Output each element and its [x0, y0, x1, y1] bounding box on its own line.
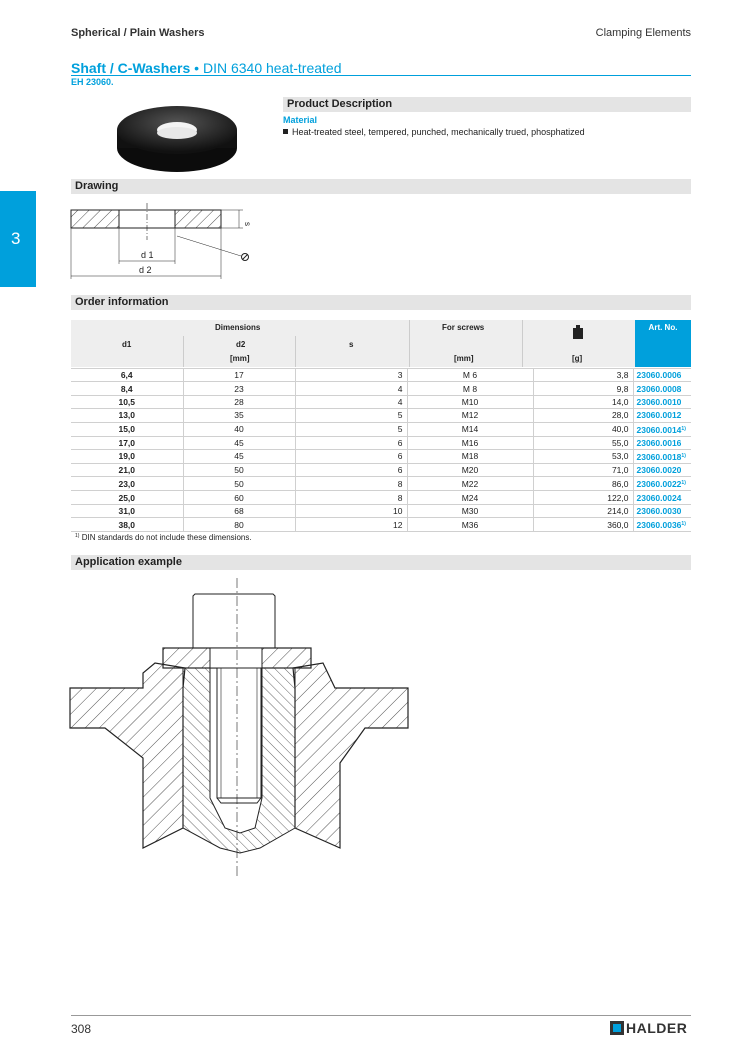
- table-footnote: [75, 533, 252, 542]
- cell-art-value: 23060.0008: [636, 383, 682, 394]
- cell-screw-value: M12: [461, 410, 479, 421]
- cell-d2: [183, 409, 295, 422]
- material-text: [283, 127, 585, 137]
- header-d1: d1: [122, 340, 132, 349]
- cell-d1: [71, 409, 183, 422]
- cell-s: [295, 436, 407, 449]
- cell-screw: [407, 382, 533, 395]
- cell-weight-value: 55,0: [611, 437, 629, 448]
- cell-d2-value: 45: [234, 451, 244, 462]
- cell-screw: [407, 369, 533, 382]
- cell-d1-value: 13,0: [118, 410, 136, 421]
- cell-d2: [183, 422, 295, 436]
- cell-d1: [71, 369, 183, 382]
- title-separator: •: [194, 60, 200, 76]
- header-art-no: Art. No.: [635, 320, 691, 367]
- cell-art: [633, 422, 691, 436]
- cell-weight: [533, 518, 633, 532]
- cell-art: [633, 436, 691, 449]
- cell-art-value: 23060.0018: [636, 451, 682, 462]
- cell-art: [633, 491, 691, 504]
- cell-s: [295, 369, 407, 382]
- cell-s-value: 6: [397, 465, 403, 476]
- cell-art: [633, 449, 691, 463]
- cell-art: [633, 504, 691, 517]
- cell-weight: [533, 504, 633, 517]
- cell-weight: [533, 449, 633, 463]
- cell-d2-value: 68: [234, 505, 244, 516]
- cell-d2-value: 23: [234, 383, 244, 394]
- cell-weight: [533, 477, 633, 491]
- header-s: s: [349, 340, 354, 349]
- cell-s-value: 8: [397, 492, 403, 503]
- cell-art-value: 23060.0030: [636, 505, 682, 516]
- cell-art-value: 23060.0022: [636, 479, 682, 490]
- cell-d2: [183, 504, 295, 517]
- technical-drawing: [65, 200, 265, 285]
- cell-art-value: 23060.0020: [636, 465, 682, 476]
- footnote-ref: 1): [681, 480, 686, 487]
- table-row: [71, 382, 691, 395]
- cell-weight-value: 53,0: [611, 451, 629, 462]
- cell-s: [295, 382, 407, 395]
- table-row: [71, 449, 691, 463]
- cell-art: [633, 409, 691, 422]
- footnote-ref: 1): [681, 521, 686, 528]
- cell-screw: [407, 449, 533, 463]
- cell-screw: [407, 504, 533, 517]
- cell-d1: [71, 422, 183, 436]
- cell-d2: [183, 382, 295, 395]
- cell-art: [633, 518, 691, 532]
- cell-weight-value: 9,8: [616, 383, 629, 394]
- cell-weight-value: 14,0: [611, 396, 629, 407]
- material-value: Heat-treated steel, tempered, punched, mechanically trued, phosphatized: [292, 127, 585, 137]
- cell-art-value: 23060.0024: [636, 492, 682, 503]
- chapter-number: 3: [11, 229, 21, 248]
- cell-weight-value: 214,0: [607, 505, 629, 516]
- brand-name: HALDER: [626, 1020, 688, 1036]
- cell-d2-value: 50: [234, 465, 244, 476]
- bullet-icon: [283, 129, 288, 134]
- cell-art: [633, 477, 691, 491]
- cell-s-value: 4: [397, 396, 403, 407]
- cell-d2-value: 80: [234, 519, 244, 530]
- table-row: [71, 409, 691, 422]
- cell-weight-value: 40,0: [611, 424, 629, 435]
- chapter-tab: [0, 191, 36, 287]
- cell-d1: [71, 518, 183, 532]
- cell-art: [633, 382, 691, 395]
- cell-art: [633, 369, 691, 382]
- table-row: [71, 369, 691, 382]
- cell-screw: [407, 422, 533, 436]
- order-table: [71, 368, 691, 532]
- cell-d1: [71, 463, 183, 476]
- title-standard: DIN 6340 heat-treated: [202, 60, 342, 76]
- drawing-label-d2: d 2: [139, 265, 152, 275]
- cell-d2: [183, 477, 295, 491]
- cell-s: [295, 518, 407, 532]
- cell-d1: [71, 436, 183, 449]
- header-unit-mm: [mm]: [230, 354, 250, 363]
- cell-s-value: 6: [397, 437, 403, 448]
- cell-d2: [183, 449, 295, 463]
- page-number: 308: [71, 1022, 92, 1036]
- table-row: [71, 395, 691, 408]
- order-info-heading: Order information: [71, 295, 691, 310]
- cell-weight-value: 122,0: [607, 492, 629, 503]
- cell-d1-value: 8,4: [120, 383, 133, 394]
- cell-d2-value: 17: [234, 370, 244, 381]
- product-description-heading: Product Description: [283, 97, 691, 112]
- cell-d1-value: 15,0: [118, 424, 136, 435]
- cell-d1: [71, 449, 183, 463]
- header-category: Spherical / Plain Washers: [71, 27, 205, 39]
- cell-weight: [533, 395, 633, 408]
- cell-s: [295, 463, 407, 476]
- footnote-mark: 1): [75, 533, 80, 539]
- cell-s-value: 5: [397, 424, 403, 435]
- cell-art-value: 23060.0036: [636, 520, 682, 531]
- header-unit-g: [g]: [572, 354, 583, 363]
- cell-d2: [183, 369, 295, 382]
- cell-d2: [183, 463, 295, 476]
- cell-d1: [71, 491, 183, 504]
- footnote-text: DIN standards do not include these dimensions.: [81, 533, 252, 542]
- cell-d2-value: 50: [234, 478, 244, 489]
- brand-logo: [610, 1020, 687, 1036]
- cell-weight-value: 86,0: [611, 478, 629, 489]
- cell-s-value: 6: [397, 451, 403, 462]
- cell-s: [295, 504, 407, 517]
- cell-screw: [407, 477, 533, 491]
- cell-weight: [533, 382, 633, 395]
- cell-d1-value: 31,0: [118, 505, 136, 516]
- cell-s: [295, 409, 407, 422]
- cell-screw: [407, 409, 533, 422]
- cell-s-value: 3: [397, 370, 403, 381]
- cell-s: [295, 477, 407, 491]
- cell-s: [295, 422, 407, 436]
- cell-art-value: 23060.0014: [636, 424, 682, 435]
- cell-d1-value: 19,0: [118, 451, 136, 462]
- cell-screw-value: M 6: [462, 370, 478, 381]
- material-label: Material: [283, 115, 318, 125]
- cell-s: [295, 449, 407, 463]
- cell-screw-value: M20: [461, 465, 479, 476]
- cell-weight-value: 28,0: [611, 410, 629, 421]
- cell-screw-value: M10: [461, 396, 479, 407]
- header-section: Clamping Elements: [595, 27, 691, 39]
- table-row: [71, 491, 691, 504]
- cell-weight-value: 71,0: [611, 465, 629, 476]
- header-for-screws: For screws: [442, 323, 485, 332]
- cell-d2: [183, 518, 295, 532]
- cell-screw-value: M36: [461, 519, 479, 530]
- footnote-ref: 1): [681, 425, 686, 432]
- cell-d2-value: 45: [234, 437, 244, 448]
- cell-screw-value: M22: [461, 478, 479, 489]
- header-unit-mm-screws: [mm]: [454, 354, 474, 363]
- header-dimensions: Dimensions: [215, 323, 261, 332]
- drawing-label-s: s: [243, 222, 252, 226]
- header-d2: d2: [236, 340, 246, 349]
- cell-weight-value: 3,8: [616, 370, 629, 381]
- cell-weight-value: 360,0: [607, 519, 629, 530]
- cell-screw: [407, 463, 533, 476]
- cell-art-value: 23060.0010: [636, 396, 682, 407]
- cell-screw: [407, 436, 533, 449]
- table-row: [71, 436, 691, 449]
- cell-s-value: 4: [397, 383, 403, 394]
- cell-s-value: 12: [393, 519, 403, 530]
- cell-s-value: 8: [397, 478, 403, 489]
- cell-weight: [533, 409, 633, 422]
- cell-d2-value: 35: [234, 410, 244, 421]
- halder-logo-icon: [610, 1021, 624, 1035]
- cell-d1: [71, 395, 183, 408]
- table-header: [71, 320, 691, 367]
- cell-screw-value: M14: [461, 424, 479, 435]
- cell-d2: [183, 491, 295, 504]
- product-code: EH 23060.: [71, 77, 114, 87]
- application-example-drawing: [65, 578, 415, 888]
- page-title: [71, 60, 691, 76]
- cell-d1-value: 23,0: [118, 478, 136, 489]
- cell-screw-value: M30: [461, 505, 479, 516]
- footnote-ref: 1): [681, 452, 686, 459]
- cell-screw-value: M16: [461, 437, 479, 448]
- title-main: Shaft / C-Washers: [71, 60, 191, 76]
- cell-screw-value: M24: [461, 492, 479, 503]
- cell-screw: [407, 395, 533, 408]
- table-row: [71, 518, 691, 532]
- cell-s-value: 10: [393, 505, 403, 516]
- cell-s: [295, 395, 407, 408]
- cell-art-value: 23060.0016: [636, 437, 682, 448]
- cell-screw: [407, 518, 533, 532]
- cell-weight: [533, 491, 633, 504]
- cell-s: [295, 491, 407, 504]
- table-row: [71, 422, 691, 436]
- cell-screw-value: M 8: [462, 383, 478, 394]
- cell-weight: [533, 422, 633, 436]
- cell-art-value: 23060.0006: [636, 370, 682, 381]
- cell-weight: [533, 463, 633, 476]
- cell-d1-value: 10,5: [118, 396, 136, 407]
- application-heading: Application example: [71, 555, 691, 570]
- table-row: [71, 504, 691, 517]
- cell-d1-value: 6,4: [120, 370, 133, 381]
- cell-d2-value: 40: [234, 424, 244, 435]
- cell-d1-value: 38,0: [118, 519, 136, 530]
- cell-d1-value: 17,0: [118, 437, 136, 448]
- cell-s-value: 5: [397, 410, 403, 421]
- cell-screw-value: M18: [461, 451, 479, 462]
- footer-divider: [71, 1015, 691, 1016]
- table-row: [71, 477, 691, 491]
- cell-weight: [533, 369, 633, 382]
- cell-d2-value: 28: [234, 396, 244, 407]
- cell-art: [633, 463, 691, 476]
- cell-d2: [183, 395, 295, 408]
- drawing-heading: Drawing: [71, 179, 691, 194]
- cell-art: [633, 395, 691, 408]
- cell-art-value: 23060.0012: [636, 410, 682, 421]
- cell-d1-value: 25,0: [118, 492, 136, 503]
- cell-d2-value: 60: [234, 492, 244, 503]
- weight-icon: [572, 325, 584, 339]
- cell-d1: [71, 477, 183, 491]
- cell-screw: [407, 491, 533, 504]
- cell-d2: [183, 436, 295, 449]
- cell-d1: [71, 382, 183, 395]
- cell-d1: [71, 504, 183, 517]
- cell-d1-value: 21,0: [118, 465, 136, 476]
- table-row: [71, 463, 691, 476]
- product-photo: [112, 100, 242, 175]
- cell-weight: [533, 436, 633, 449]
- drawing-label-d1: d 1: [141, 250, 154, 260]
